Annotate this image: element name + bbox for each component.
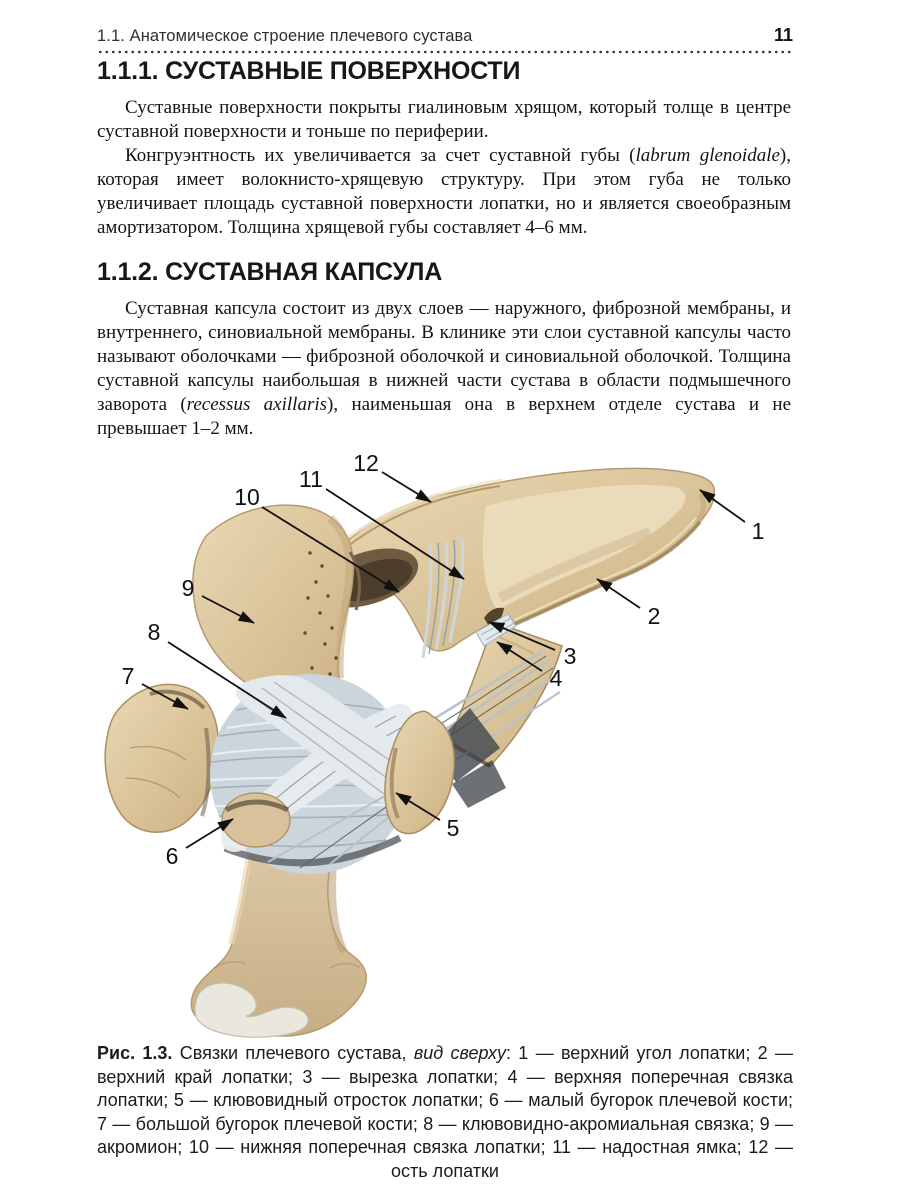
paragraph-joint-capsule [97,297,791,441]
text-run: : 1 — верхний угол лопатки; 2 — верхний край лопатки; 3 — вырезка лопатки; 4 — верхняя поперечная связка лопатки; 5 — клювовидный отросток лопатки; 6 — малый бугорок плечевой кости; 7 — большой бугорок плечевой кости; 8 — клювовидно-акромиальная связка; 9 — акромион; 10 — нижняя поперечная связка лопатки; 11 — надостная ямка; 12 — ость лопатки [97,1043,794,1181]
figure-label-12: 12 [353,450,379,476]
text-run: Конгруэнтность их увеличивается за счет суставной губы ( [125,145,636,166]
text-run: ), которая имеет волокнисто-хрящевую структуру. При этом губа не только увеличивает площадь суставной поверхности лопатки, но и является своеобразным амортизатором. Толщина хрящевой губы составляет 4–6 мм. [97,145,791,238]
running-head [97,25,793,46]
text-run: Рис. 1.3. [97,1043,180,1063]
paragraph-joint-surfaces-2 [97,144,791,240]
dotted-rule [97,50,794,54]
figure-leader-line-12 [382,472,431,502]
section-heading-1-1-1: 1.1.1. СУСТАВНЫЕ ПОВЕРХНОСТИ [97,57,521,85]
section-heading-1-1-2: 1.1.2. СУСТАВНАЯ КАПСУЛА [97,258,443,286]
figure-label-4: 4 [549,665,563,691]
figure-label-6: 6 [165,843,179,869]
figure-label-2: 2 [647,603,661,629]
text-run: Суставная капсула состоит из двух слоев — наружного, фиброзной мембраны, и внутреннего, синовиальной мембраны. В клинике эти слои суставной капсулы часто называют оболочками — фиброзной оболочкой и синовиальной оболочкой. Толщина суставной капсулы наибольшая в нижней части сустава в области подмышечного заворота ( [97,298,791,415]
figure-illustration [0,448,900,1040]
figure-label-1: 1 [751,518,765,544]
page-content [97,58,791,441]
figure-label-3: 3 [563,643,577,669]
figure-label-9: 9 [181,575,195,601]
figure-label-5: 5 [446,815,460,841]
figure-leader-line-2 [597,579,640,608]
text-run: labrum glenoidale [635,145,780,166]
text-run: ), наименьшая она в верхнем отделе сустава и не превышает 1–2 мм. [97,394,791,439]
figure-label-8: 8 [147,619,161,645]
humerus-shaft [191,843,366,1037]
figure-caption [97,1042,793,1183]
greater-tubercle [105,684,218,832]
text-run: Суставные поверхности покрыты гиалиновым хрящом, который толще в центре суставной поверхности и тоньше по периферии. [97,97,791,142]
running-head-title: 1.1. Анатомическое строение плечевого сустава [97,27,473,45]
page-number: 11 [773,25,793,45]
text-run: Связки плечевого сустава, [179,1043,414,1063]
figure-label-11: 11 [299,466,323,492]
figure-label-10: 10 [234,484,260,510]
paragraph-joint-surfaces-1 [97,96,791,144]
figure-label-7: 7 [121,663,135,689]
text-run: recessus axillaris [186,394,328,415]
text-run: вид сверху [413,1043,506,1063]
